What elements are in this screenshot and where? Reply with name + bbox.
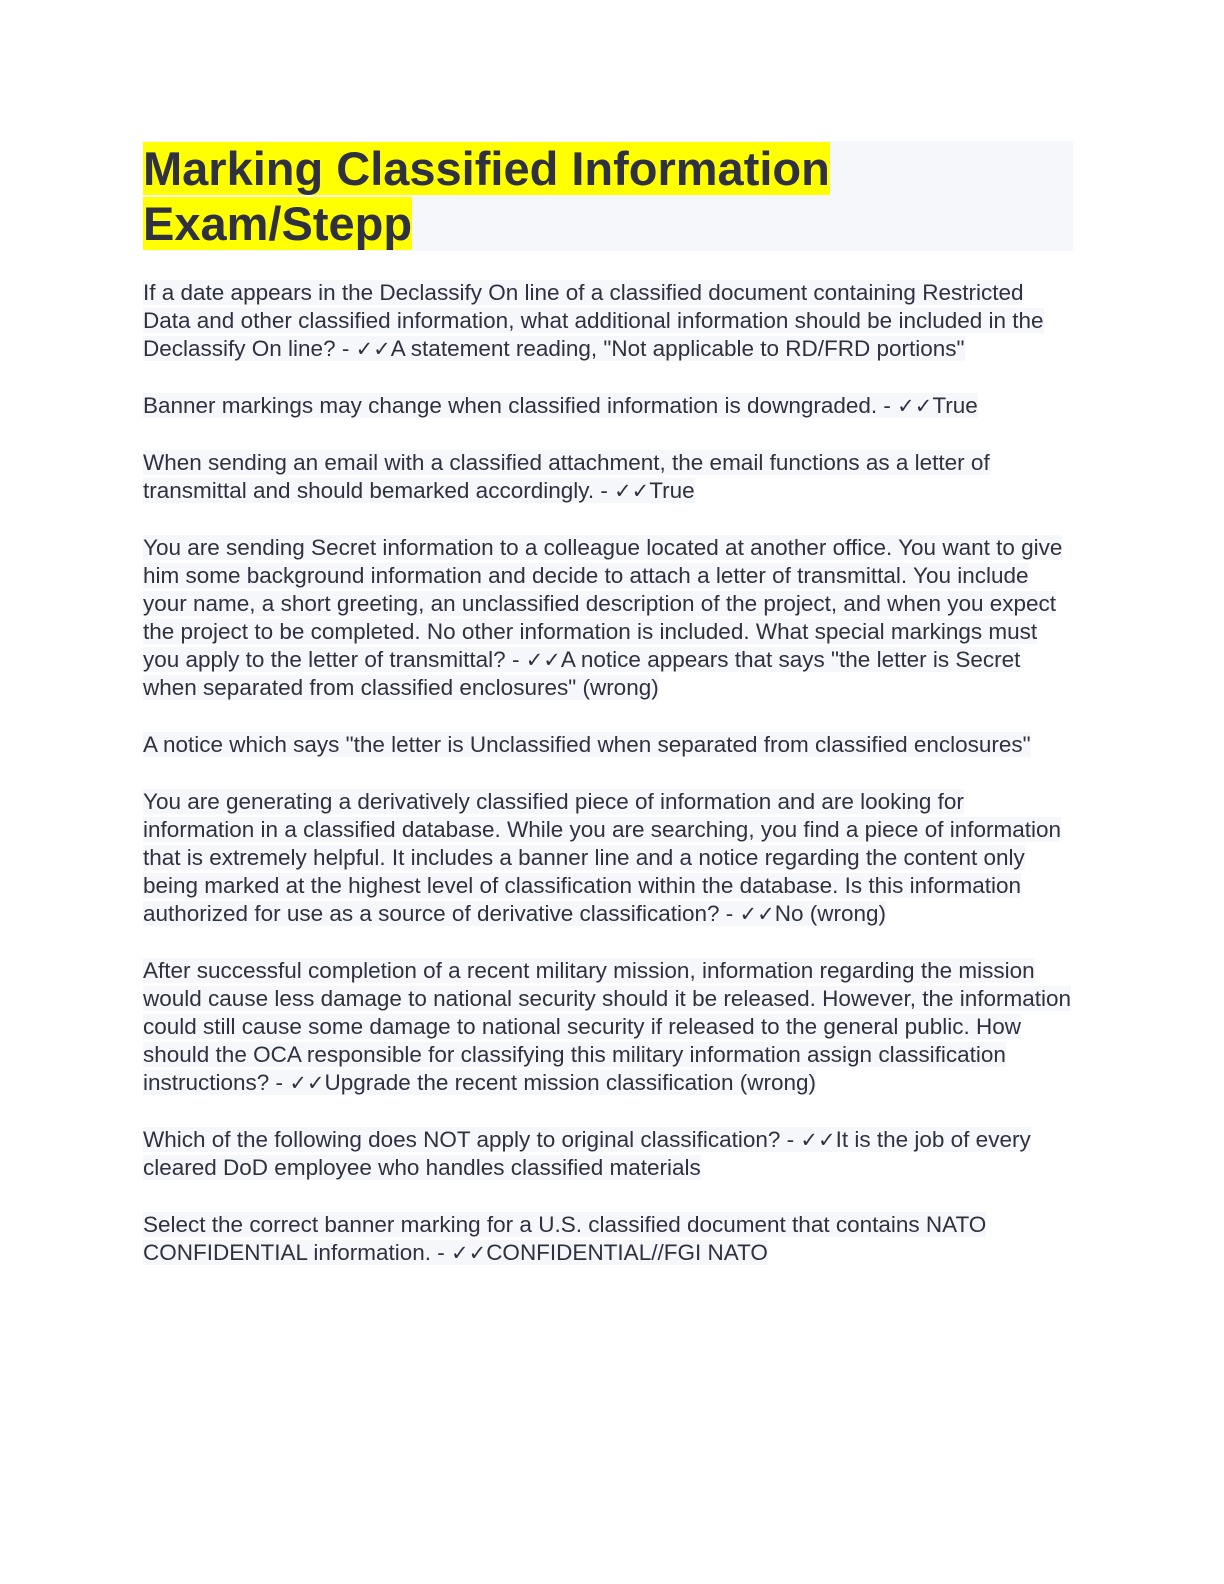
qa-item xyxy=(143,1126,1073,1182)
question-text: Banner markings may change when classified information is downgraded. - xyxy=(143,393,898,418)
check-mark-icon: ✓✓ xyxy=(897,394,933,418)
check-mark-icon: ✓✓ xyxy=(355,337,391,361)
answer-text: CONFIDENTIAL//FGI NATO xyxy=(486,1240,768,1265)
qa-item-text xyxy=(143,393,978,418)
title-block xyxy=(143,141,1073,251)
answer-text: True xyxy=(649,478,695,503)
qa-item-text xyxy=(143,789,1061,926)
answer-text: A notice appears that says "the letter is Secret when separated from classified enclosures" (wrong) xyxy=(143,647,1021,700)
question-text: When sending an email with a classified attachment, the email functions as a letter of transmittal and should bemarked accordingly. - xyxy=(143,450,990,503)
question-text: If a date appears in the Declassify On line of a classified document containing Restricted Data and other classified information, what additional information should be included in the Declassify On line? - xyxy=(143,280,1044,361)
qa-item xyxy=(143,1211,1073,1267)
check-mark-icon: ✓✓ xyxy=(450,1241,487,1265)
qa-item xyxy=(143,788,1073,928)
question-text: You are sending Secret information to a colleague located at another office. You want to give him some background information and decide to attach a letter of transmittal. You include your name, a short greeting, an unclassified description of the project, and when you expect the project to be completed. No other information is included. What special markings must you apply to the letter of transmittal? - xyxy=(143,535,1063,672)
qa-item xyxy=(143,449,1073,505)
qa-item-text xyxy=(143,958,1071,1095)
qa-item-text xyxy=(143,280,1044,361)
qa-item xyxy=(143,731,1073,759)
question-text: Which of the following does NOT apply to original classification? - xyxy=(143,1127,801,1152)
check-mark-icon: ✓✓ xyxy=(289,1071,325,1095)
check-mark-icon: ✓✓ xyxy=(800,1128,836,1152)
qa-item xyxy=(143,534,1073,702)
qa-item-text xyxy=(143,450,990,503)
question-text: After successful completion of a recent military mission, information regarding the mission would cause less damage to national security should it be released. However, the information could still cause some damage to national security if released to the general public. How should the OCA responsible for classifying this military information assign classification instructions? - xyxy=(143,958,1072,1095)
check-mark-icon: ✓✓ xyxy=(739,902,775,926)
qa-item-text xyxy=(143,732,1031,757)
question-text: You are generating a derivatively classified piece of information and are looking for information in a classified database. While you are searching, you find a piece of information that is extremely helpful. It includes a banner line and a notice regarding the content only being marked at the highest level of classification within the database. Is this information authorized for use as a source of derivative classification? - xyxy=(143,789,1062,926)
document-title xyxy=(143,141,1073,251)
qa-item xyxy=(143,392,1073,420)
qa-item xyxy=(143,957,1073,1097)
title-line-1: Marking Classified Information xyxy=(143,142,830,195)
title-line-2: Exam/Stepp xyxy=(143,197,413,250)
answer-text: True xyxy=(932,393,978,418)
answer-text: No (wrong) xyxy=(774,901,887,926)
check-mark-icon: ✓✓ xyxy=(525,648,561,672)
answer-text: A statement reading, "Not applicable to RD/FRD portions" xyxy=(390,336,965,361)
qa-item xyxy=(143,279,1073,363)
check-mark-icon: ✓✓ xyxy=(614,479,650,503)
qa-item-text xyxy=(143,1212,986,1265)
qa-item-text xyxy=(143,1127,1031,1180)
qa-item-text xyxy=(143,535,1062,700)
document-page xyxy=(143,141,1073,1296)
question-text: Select the correct banner marking for a U.S. classified document that contains NATO CONFIDENTIAL information. - xyxy=(143,1212,987,1265)
question-text: A notice which says "the letter is Unclassified when separated from classified enclosures" xyxy=(143,732,1031,757)
answer-text: It is the job of every cleared DoD employee who handles classified materials xyxy=(143,1127,1031,1180)
answer-text: Upgrade the recent mission classification (wrong) xyxy=(324,1070,816,1095)
